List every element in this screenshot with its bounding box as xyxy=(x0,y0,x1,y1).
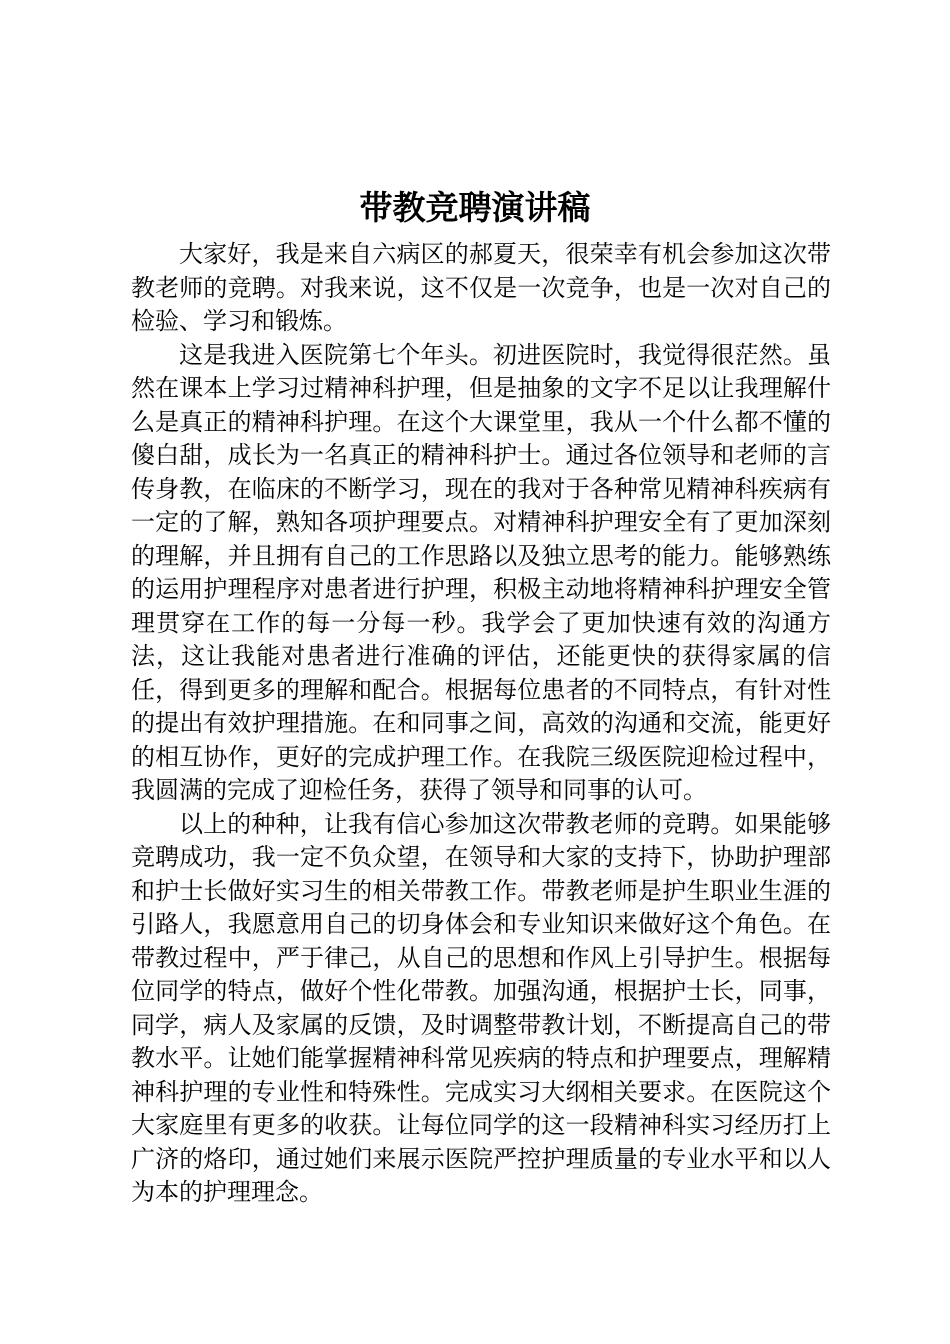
paragraph-1: 大家好，我是来自六病区的郝夏天，很荣幸有机会参加这次带教老师的竞聘。对我来说，这不仅是一次竞争，也是一次对自己的检验、学习和锻炼。 xyxy=(131,240,831,335)
document-title: 带教竞聘演讲稿 xyxy=(359,188,591,227)
document-body xyxy=(131,238,831,1210)
paragraph-2: 这是我进入医院第七个年头。初进医院时，我觉得很茫然。虽然在课本上学习过精神科护理，但是抽象的文字不足以让我理解什么是真正的精神科护理。在这个大课堂里，我从一个什么都不懂的傻白甜，成长为一名真正的精神科护士。通过各位领导和老师的言传身教，在临床的不断学习，现在的我对于各种常见精神科疾病有一定的了解，熟知各项护理要点。对精神科护理安全有了更加深刻的理解，并且拥有自己的工作思路以及独立思考的能力。能够熟练的运用护理程序对患者进行护理，积极主动地将精神科护理安全管理贯穿在工作的每一分每一秒。我学会了更加快速有效的沟通方法，这让我能对患者进行准确的评估，还能更快的获得家属的信任，得到更多的理解和配合。根据每位患者的不同特点，有针对性的提出有效护理措施。在和同事之间，高效的沟通和交流，能更好的相互协作，更好的完成护理工作。在我院三级医院迎检过程中，我圆满的完成了迎检任务，获得了领导和同事的认可。 xyxy=(131,340,831,804)
paragraph-3: 以上的种种，让我有信心参加这次带教老师的竞聘。如果能够竞聘成功，我一定不负众望，在领导和大家的支持下，协助护理部和护士长做好实习生的相关带教工作。带教老师是护生职业生涯的引路人，我愿意用自己的切身体会和专业知识来做好这个角色。在带教过程中，严于律己，从自己的思想和作风上引导护生。根据每位同学的特点，做好个性化带教。加强沟通，根据护士长，同事，同学，病人及家属的反馈，及时调整带教计划，不断提高自己的带教水平。让她们能掌握精神科常见疾病的特点和护理要点，理解精神科护理的专业性和特殊性。完成实习大纲相关要求。在医院这个大家庭里有更多的收获。让每位同学的这一段精神科实习经历打上广济的烙印，通过她们来展示医院严控护理质量的专业水平和以人为本的护理理念。 xyxy=(131,809,831,1206)
